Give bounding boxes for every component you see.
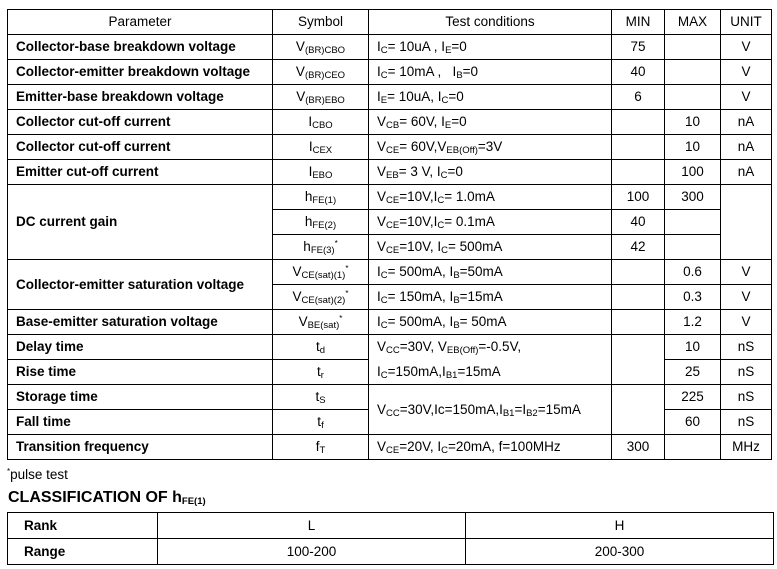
- parameter-cell: Collector-base breakdown voltage: [8, 35, 273, 60]
- symbol-cell: $h_{FE(3)}^*$: [273, 235, 369, 260]
- min-cell: [612, 385, 665, 435]
- condition-cell: $V_{EB}= 3$ V, $I_C=0$: [369, 160, 612, 185]
- condition-cell: $I_C= 150mA$, $I_B=15mA$: [369, 285, 612, 310]
- table-row: [8, 160, 772, 185]
- max-cell: 10: [665, 110, 721, 135]
- max-cell: 1.2: [665, 310, 721, 335]
- max-cell: 60: [665, 410, 721, 435]
- rank-row: [8, 513, 774, 539]
- unit-cell: nA: [721, 135, 772, 160]
- min-cell: 40: [612, 60, 665, 85]
- symbol-cell: $f_T$: [273, 435, 369, 460]
- symbol-cell: $V_{(BR)CEO}$: [273, 60, 369, 85]
- parameter-cell: DC current gain: [8, 185, 273, 260]
- table-header-row: [8, 10, 772, 35]
- parameter-cell: Collector cut-off current: [8, 110, 273, 135]
- electrical-characteristics-table: [7, 9, 772, 460]
- unit-cell: nA: [721, 160, 772, 185]
- min-cell: [612, 335, 665, 385]
- symbol-cell: $I_{CEX}$: [273, 135, 369, 160]
- header-test-conditions: Test conditions: [369, 10, 612, 35]
- parameter-cell: Storage time: [8, 385, 273, 410]
- condition-cell: $V_{CC}=30V,Ic=150mA,I_{B1}=I_{B2}=15mA$: [369, 385, 612, 435]
- max-cell: 225: [665, 385, 721, 410]
- condition-cell: $I_C= 500mA$, $I_B= 50mA$: [369, 310, 612, 335]
- header-parameter: Parameter: [8, 10, 273, 35]
- pulse-test-note: *pulse test: [7, 467, 68, 482]
- parameter-cell: Emitter-base breakdown voltage: [8, 85, 273, 110]
- parameter-cell: Collector-emitter saturation voltage: [8, 260, 273, 310]
- condition-cell: $V_{CB}= 60V$, $I_E=0$: [369, 110, 612, 135]
- header-symbol: Symbol: [273, 10, 369, 35]
- parameter-cell: Delay time: [8, 335, 273, 360]
- range-value-h: 200-300: [466, 539, 774, 565]
- condition-cell: $V_{CE}=20V$, $I_C=20mA$, f=100MHz: [369, 435, 612, 460]
- condition-cell: $V_{CE}= 60V,V_{EB(Off)}=3V$: [369, 135, 612, 160]
- symbol-cell: $t_f$: [273, 410, 369, 435]
- condition-cell: $V_{CE}=10V$, $I_C= 500mA$: [369, 235, 612, 260]
- table-row: [8, 435, 772, 460]
- max-cell: 300: [665, 185, 721, 210]
- table-row: [8, 185, 772, 210]
- range-value-l: 100-200: [158, 539, 466, 565]
- unit-cell: V: [721, 260, 772, 285]
- min-cell: [612, 285, 665, 310]
- symbol-cell: $V_{(BR)CBO}$: [273, 35, 369, 60]
- parameter-cell: Collector cut-off current: [8, 135, 273, 160]
- rank-value-l: L: [158, 513, 466, 539]
- min-cell: 100: [612, 185, 665, 210]
- symbol-cell: $V_{BE(sat)}^*$: [273, 310, 369, 335]
- max-cell: 10: [665, 135, 721, 160]
- classification-title: CLASSIFICATION OF $h_{FE(1)}$: [8, 489, 206, 507]
- table-row: [8, 135, 772, 160]
- max-cell: [665, 435, 721, 460]
- symbol-cell: $h_{FE(1)}$: [273, 185, 369, 210]
- table-row: [8, 60, 772, 85]
- table-row: [8, 110, 772, 135]
- header-unit: UNIT: [721, 10, 772, 35]
- parameter-cell: Rise time: [8, 360, 273, 385]
- unit-cell: nS: [721, 385, 772, 410]
- parameter-cell: Emitter cut-off current: [8, 160, 273, 185]
- condition-cell: $I_E= 10uA$, $I_C=0$: [369, 85, 612, 110]
- table-row: [8, 85, 772, 110]
- max-cell: [665, 85, 721, 110]
- min-cell: [612, 110, 665, 135]
- unit-cell: V: [721, 285, 772, 310]
- symbol-cell: $V_{(BR)EBO}$: [273, 85, 369, 110]
- unit-cell: MHz: [721, 435, 772, 460]
- unit-cell: V: [721, 85, 772, 110]
- condition-cell: $V_{CE}=10V,I_C= 1.0mA$: [369, 185, 612, 210]
- max-cell: [665, 60, 721, 85]
- unit-cell: nS: [721, 410, 772, 435]
- classification-table: [7, 512, 774, 565]
- symbol-cell: $I_{EBO}$: [273, 160, 369, 185]
- header-min: MIN: [612, 10, 665, 35]
- table-row: [8, 310, 772, 335]
- symbol-cell: $I_{CBO}$: [273, 110, 369, 135]
- symbol-cell: $t_S$: [273, 385, 369, 410]
- table-row: [8, 35, 772, 60]
- parameter-cell: Base-emitter saturation voltage: [8, 310, 273, 335]
- unit-cell: nS: [721, 335, 772, 360]
- range-label: Range: [8, 539, 158, 565]
- max-cell: [665, 35, 721, 60]
- symbol-cell: $V_{CE(sat)(1)}^*$: [273, 260, 369, 285]
- rank-value-h: H: [466, 513, 774, 539]
- max-cell: 10: [665, 335, 721, 360]
- max-cell: 100: [665, 160, 721, 185]
- condition-cell: $I_C= 500mA$, $I_B=50mA$: [369, 260, 612, 285]
- min-cell: 300: [612, 435, 665, 460]
- max-cell: 0.6: [665, 260, 721, 285]
- symbol-cell: $h_{FE(2)}$: [273, 210, 369, 235]
- symbol-cell: $V_{CE(sat)(2)}^*$: [273, 285, 369, 310]
- max-cell: 25: [665, 360, 721, 385]
- min-cell: 40: [612, 210, 665, 235]
- unit-cell: V: [721, 60, 772, 85]
- table-row: [8, 335, 772, 360]
- min-cell: 75: [612, 35, 665, 60]
- max-cell: 0.3: [665, 285, 721, 310]
- symbol-cell: $t_d$: [273, 335, 369, 360]
- range-row: [8, 539, 774, 565]
- max-cell: [665, 235, 721, 260]
- condition-cell: $I_C= 10uA$ , $I_E=0$: [369, 35, 612, 60]
- unit-cell: V: [721, 310, 772, 335]
- unit-cell: [721, 185, 772, 260]
- unit-cell: nS: [721, 360, 772, 385]
- condition-cell: $I_C= 10mA$ , $I_B=0$: [369, 60, 612, 85]
- table-row: [8, 260, 772, 285]
- min-cell: 6: [612, 85, 665, 110]
- condition-cell: $V_{CC}=30V$, $V_{EB(Off)}=-0.5V$, $I_C=150mA,I_{B1}=15mA$: [369, 335, 612, 385]
- header-max: MAX: [665, 10, 721, 35]
- table-row: [8, 385, 772, 410]
- unit-cell: nA: [721, 110, 772, 135]
- min-cell: [612, 160, 665, 185]
- rank-label: Rank: [8, 513, 158, 539]
- min-cell: 42: [612, 235, 665, 260]
- min-cell: [612, 260, 665, 285]
- min-cell: [612, 310, 665, 335]
- parameter-cell: Transition frequency: [8, 435, 273, 460]
- parameter-cell: Collector-emitter breakdown voltage: [8, 60, 273, 85]
- symbol-cell: $t_r$: [273, 360, 369, 385]
- condition-cell: $V_{CE}=10V,I_C= 0.1mA$: [369, 210, 612, 235]
- unit-cell: V: [721, 35, 772, 60]
- parameter-cell: Fall time: [8, 410, 273, 435]
- min-cell: [612, 135, 665, 160]
- max-cell: [665, 210, 721, 235]
